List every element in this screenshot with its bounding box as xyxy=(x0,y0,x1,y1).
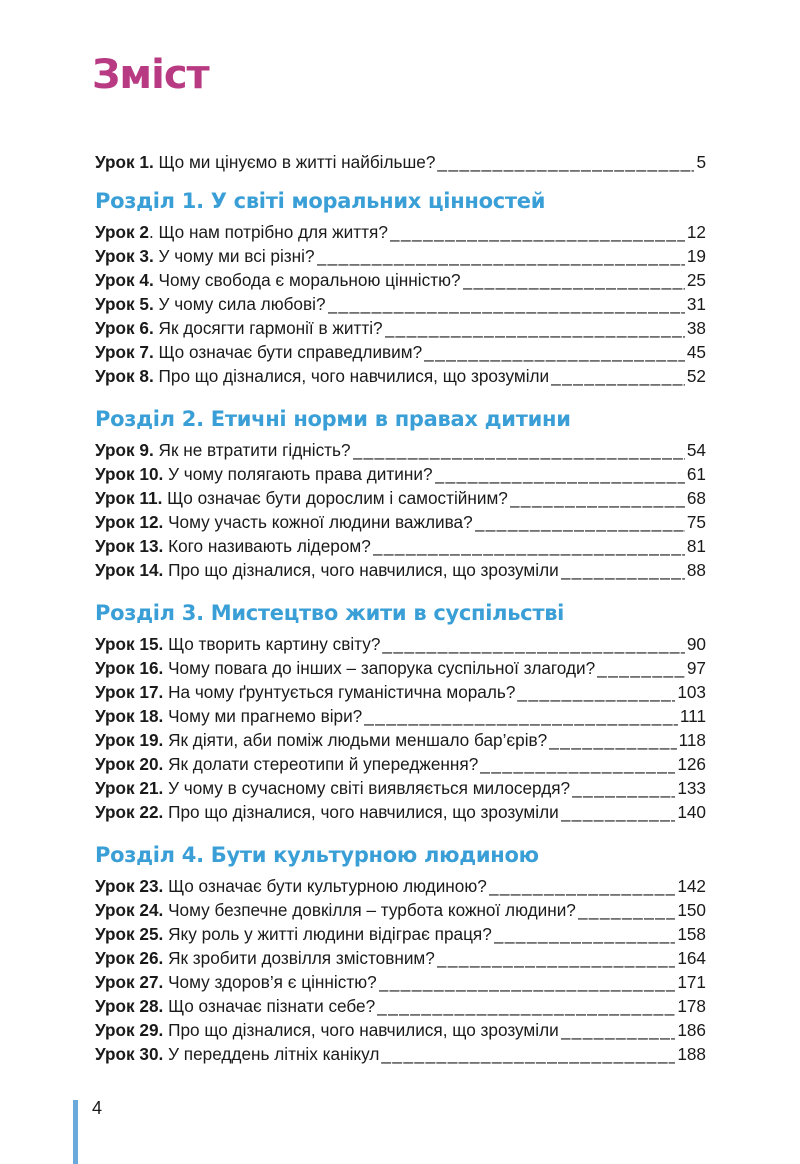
dot-leader xyxy=(561,800,676,824)
lesson-label: Урок 16. xyxy=(95,658,164,678)
dot-leader xyxy=(353,438,685,462)
lesson-label: Урок 5. xyxy=(95,294,154,314)
lesson-title: Що означає бути справедливим? xyxy=(153,342,423,362)
dot-leader xyxy=(381,1042,675,1066)
lesson-label: Урок 20. xyxy=(95,754,164,774)
toc-entry[interactable] xyxy=(95,1018,706,1042)
lesson-label: Урок 19. xyxy=(95,730,164,750)
toc-entry[interactable] xyxy=(95,268,706,292)
dot-leader xyxy=(364,704,678,728)
lesson-title: Чому ми прагнемо віри? xyxy=(163,706,363,726)
page-ref: 5 xyxy=(696,152,706,172)
page-ref: 126 xyxy=(677,754,706,774)
dot-leader xyxy=(551,364,685,388)
lesson-title: У чому ми всі різні? xyxy=(153,246,315,266)
dot-leader xyxy=(561,1018,676,1042)
lesson-title: Кого називають лідером? xyxy=(163,536,371,556)
toc-entry[interactable] xyxy=(95,704,706,728)
dot-leader xyxy=(510,486,685,510)
lesson-label: Урок 30. xyxy=(95,1044,164,1064)
dot-leader xyxy=(578,898,675,922)
dot-leader xyxy=(561,558,685,582)
page-ref: 188 xyxy=(677,1044,706,1064)
page-ref: 150 xyxy=(677,900,706,920)
lesson-label: Урок 6. xyxy=(95,318,154,338)
dot-leader xyxy=(424,340,685,364)
lesson-label: Урок 18. xyxy=(95,706,164,726)
toc-entry[interactable] xyxy=(95,244,706,268)
toc-entry[interactable] xyxy=(95,728,706,752)
dot-leader xyxy=(597,656,685,680)
toc-section-2 xyxy=(95,402,706,582)
dot-leader xyxy=(489,874,676,898)
lesson-title: У чому в сучасному світі виявляється милосердя? xyxy=(163,778,571,798)
lesson-label: Урок 25. xyxy=(95,924,164,944)
lesson-label: Урок 4. xyxy=(95,270,154,290)
lesson-label: Урок 17. xyxy=(95,682,164,702)
toc-entry[interactable] xyxy=(95,510,706,534)
toc-entry[interactable] xyxy=(95,486,706,510)
lesson-title: Чому участь кожної людини важлива? xyxy=(163,512,473,532)
toc-entry[interactable] xyxy=(95,898,706,922)
dot-leader xyxy=(373,534,685,558)
dot-leader xyxy=(517,680,675,704)
lesson-title: Чому повага до інших – запорука суспільної злагоди? xyxy=(163,658,596,678)
dot-leader xyxy=(463,268,685,292)
toc-entry[interactable] xyxy=(95,220,706,244)
lesson-label: Урок 26. xyxy=(95,948,164,968)
page-ref: 111 xyxy=(679,706,706,726)
page-ref: 103 xyxy=(677,682,706,702)
page-ref: 171 xyxy=(677,972,706,992)
lesson-title: Як не втратити гідність? xyxy=(153,440,351,460)
lesson-title: У переддень літніх канікул xyxy=(163,1044,380,1064)
toc-entry[interactable] xyxy=(95,994,706,1018)
lesson-label: Урок 28. xyxy=(95,996,164,1016)
section-title[interactable]: Розділ 1. У світі моральних цінностей xyxy=(95,189,546,213)
toc-entry[interactable] xyxy=(95,364,706,388)
page-ref: 142 xyxy=(677,876,706,896)
page-ref: 61 xyxy=(686,464,706,484)
toc-entry[interactable] xyxy=(95,438,706,462)
table-of-contents xyxy=(95,150,706,1066)
section-title[interactable]: Розділ 2. Етичні норми в правах дитини xyxy=(95,407,571,431)
lesson-title: Про що дізналися, чого навчилися, що зрозуміли xyxy=(163,560,559,580)
page-ref: 12 xyxy=(686,222,706,242)
toc-entry[interactable] xyxy=(95,680,706,704)
lesson-title: Що творить картину світу? xyxy=(163,634,381,654)
lesson-title: Про що дізналися, чого навчилися, що зрозуміли xyxy=(163,1020,559,1040)
dot-leader xyxy=(385,316,685,340)
lesson-label: Урок 24. xyxy=(95,900,164,920)
dot-leader xyxy=(377,994,675,1018)
page-ref: 31 xyxy=(686,294,706,314)
dot-leader xyxy=(437,946,676,970)
dot-leader xyxy=(435,462,685,486)
page-ref: 81 xyxy=(686,536,706,556)
toc-entry[interactable] xyxy=(95,656,706,680)
page-ref: 19 xyxy=(686,246,706,266)
lesson-title: Яку роль у житті людини відіграє праця? xyxy=(163,924,492,944)
lesson-title: Що означає бути дорослим і самостійним? xyxy=(162,488,508,508)
lesson-label: Урок 13. xyxy=(95,536,164,556)
toc-entry[interactable] xyxy=(95,340,706,364)
dot-leader xyxy=(572,776,675,800)
lesson-label: Урок 22. xyxy=(95,802,164,822)
toc-entry[interactable] xyxy=(95,752,706,776)
dot-leader xyxy=(390,220,685,244)
lesson-label: Урок 27. xyxy=(95,972,164,992)
lesson-label: Урок 15. xyxy=(95,634,164,654)
lesson-label: Урок 9. xyxy=(95,440,154,460)
page-ref: 54 xyxy=(686,440,706,460)
lesson-label: Урок 12. xyxy=(95,512,164,532)
dot-leader xyxy=(317,244,685,268)
lesson-title: Як долати стереотипи й упередження? xyxy=(163,754,479,774)
page-ref: 97 xyxy=(686,658,706,678)
dot-leader xyxy=(328,292,685,316)
dot-leader xyxy=(437,150,694,174)
toc-entry[interactable] xyxy=(95,970,706,994)
lesson-label: Урок 10. xyxy=(95,464,164,484)
lesson-title: Чому безпечне довкілля – турбота кожної людини? xyxy=(163,900,576,920)
page-ref: 178 xyxy=(677,996,706,1016)
page-number: 4 xyxy=(92,1098,103,1118)
dot-leader xyxy=(480,752,675,776)
toc-entry-lesson-1[interactable] xyxy=(95,150,706,174)
lesson-title: У чому сила любові? xyxy=(153,294,326,314)
toc-entry[interactable] xyxy=(95,946,706,970)
page-ref: 140 xyxy=(677,802,706,822)
page-ref: 75 xyxy=(686,512,706,532)
toc-section-3 xyxy=(95,596,706,824)
page-ref: 52 xyxy=(686,366,706,386)
lesson-label: Урок 11. xyxy=(95,488,163,508)
lesson-title: Що ми цінуємо в житті найбільше? xyxy=(153,152,436,172)
page-ref: 25 xyxy=(686,270,706,290)
toc-entry[interactable] xyxy=(95,316,706,340)
toc-entry[interactable] xyxy=(95,922,706,946)
toc-entry[interactable] xyxy=(95,632,706,656)
lesson-title: Що означає пізнати себе? xyxy=(163,996,376,1016)
lesson-label: Урок 7. xyxy=(95,342,154,362)
lesson-title: Як діяти, аби поміж людьми меншало бар’єрів? xyxy=(163,730,548,750)
toc-entry[interactable] xyxy=(95,776,706,800)
lesson-title: Що означає бути культурною людиною? xyxy=(163,876,487,896)
lesson-label: Урок 14. xyxy=(95,560,164,580)
page-ref: 45 xyxy=(686,342,706,362)
dot-leader xyxy=(382,632,684,656)
footer-accent-bar xyxy=(73,1100,78,1164)
page-ref: 38 xyxy=(686,318,706,338)
toc-sections xyxy=(95,184,706,1066)
lesson-title: Про що дізналися, чого навчилися, що зрозуміли xyxy=(163,802,559,822)
section-title[interactable]: Розділ 4. Бути культурною людиною xyxy=(95,843,539,867)
section-title[interactable]: Розділ 3. Мистецтво жити в суспільстві xyxy=(95,601,565,625)
toc-section-1 xyxy=(95,184,706,388)
lesson-label: Урок 1. xyxy=(95,152,154,172)
toc-entry[interactable] xyxy=(95,462,706,486)
toc-entry[interactable] xyxy=(95,1042,706,1066)
lesson-label: Урок 29. xyxy=(95,1020,164,1040)
dot-leader xyxy=(494,922,676,946)
lesson-title: Про що дізналися, чого навчилися, що зрозуміли xyxy=(153,366,550,386)
page-title: Зміст xyxy=(92,52,209,98)
toc-entry[interactable] xyxy=(95,558,706,582)
toc-entry[interactable] xyxy=(95,800,706,824)
lesson-label: Урок 21. xyxy=(95,778,164,798)
page-ref: 186 xyxy=(677,1020,706,1040)
page-ref: 90 xyxy=(686,634,706,654)
dot-leader xyxy=(549,728,676,752)
dot-leader xyxy=(475,510,685,534)
lesson-title: Чому свобода є моральною цінністю? xyxy=(153,270,461,290)
lesson-label: Урок 8. xyxy=(95,366,154,386)
toc-section-4 xyxy=(95,838,706,1066)
page-ref: 68 xyxy=(686,488,706,508)
lesson-title: У чому полягають права дитини? xyxy=(163,464,433,484)
toc-entry[interactable] xyxy=(95,534,706,558)
page-ref: 158 xyxy=(677,924,706,944)
page-ref: 88 xyxy=(686,560,706,580)
lesson-title: Чому здоров’я є цінністю? xyxy=(163,972,377,992)
lesson-label: Урок 2 xyxy=(95,222,149,242)
toc-entry[interactable] xyxy=(95,874,706,898)
page-ref: 118 xyxy=(678,730,706,750)
dot-leader xyxy=(379,970,676,994)
page-ref: 133 xyxy=(677,778,706,798)
lesson-title: На чому ґрунтується гуманістична мораль? xyxy=(163,682,516,702)
page-ref: 164 xyxy=(677,948,706,968)
lesson-title: Як досягти гармонії в житті? xyxy=(153,318,383,338)
toc-entry[interactable] xyxy=(95,292,706,316)
lesson-label: Урок 23. xyxy=(95,876,164,896)
lesson-title: Як зробити дозвілля змістовним? xyxy=(163,948,435,968)
lesson-title: . Що нам потрібно для життя? xyxy=(148,222,388,242)
lesson-label: Урок 3. xyxy=(95,246,154,266)
